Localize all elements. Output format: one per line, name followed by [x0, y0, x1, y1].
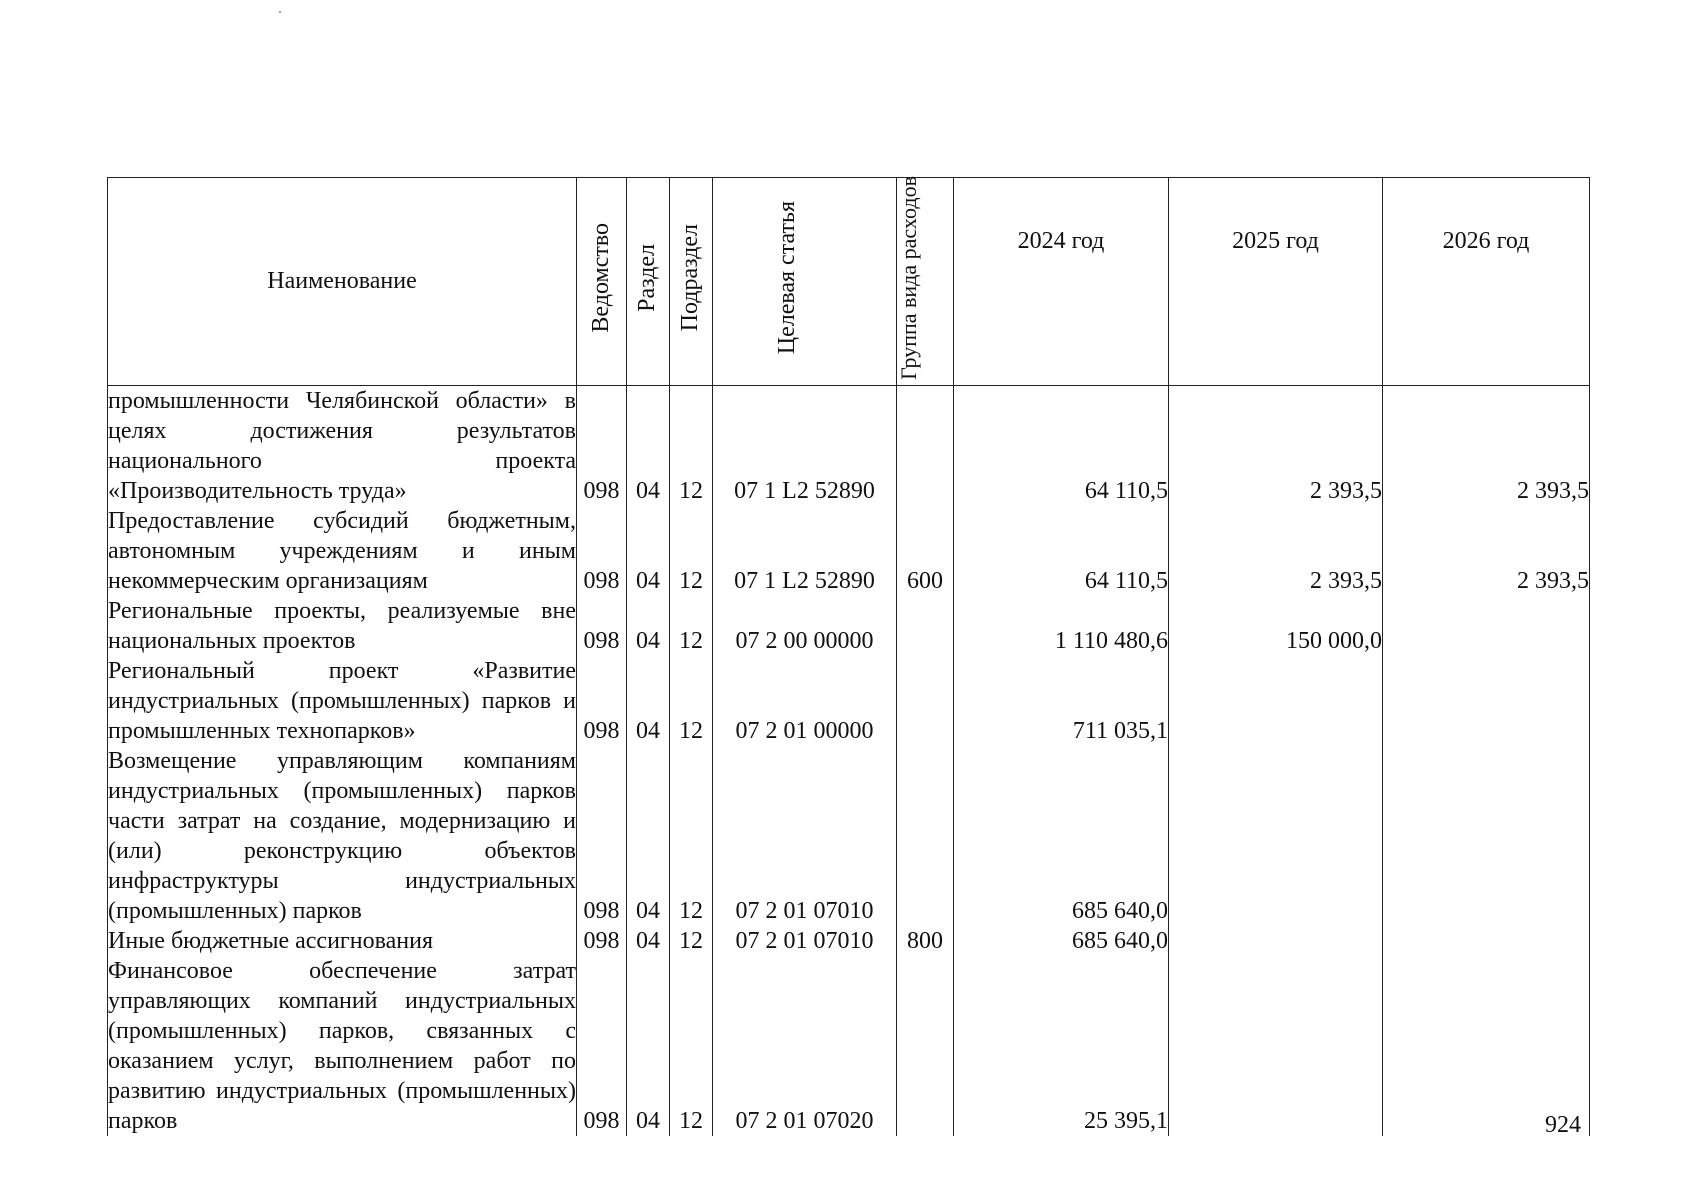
row-amount-2026	[1383, 926, 1590, 956]
row-section: 04	[627, 956, 670, 1136]
row-target-article: 07 2 01 07020	[713, 956, 897, 1136]
row-amount-2026	[1383, 956, 1590, 1136]
row-amount-2025	[1169, 926, 1383, 956]
row-target-article: 07 1 L2 52890	[713, 386, 897, 507]
row-section: 04	[627, 926, 670, 956]
row-target-article: 07 2 00 00000	[713, 596, 897, 656]
header-section: Раздел	[627, 178, 670, 386]
row-amount-2026	[1383, 656, 1590, 746]
row-name: Региональные проекты, реализуемые вне национальных проектов	[108, 598, 576, 654]
header-2024: 2024 год	[954, 178, 1169, 386]
table-header-row	[108, 178, 1590, 386]
table-row	[108, 596, 1590, 656]
scan-speck	[279, 11, 281, 13]
row-name: Предоставление субсидий бюджетным, автономным учреждениям и иным некоммерческим организациям	[108, 508, 576, 594]
table-row	[108, 956, 1590, 1136]
row-subsection: 12	[670, 386, 713, 507]
table-row	[108, 386, 1590, 507]
row-target-article: 07 2 01 07010	[713, 746, 897, 926]
row-amount-2025	[1169, 746, 1383, 926]
budget-table	[107, 177, 1590, 1136]
page-number: 924	[1545, 1112, 1581, 1138]
row-department: 098	[577, 746, 627, 926]
row-section: 04	[627, 596, 670, 656]
row-name: Возмещение управляющим компаниям индустриальных (промышленных) парков части затрат на создание, модернизацию и (или) реконструкцию объектов инфраструктуры индустриальных (промышленных) парков	[108, 748, 576, 924]
row-amount-2026	[1383, 596, 1590, 656]
row-amount-2024: 685 640,0	[954, 926, 1169, 956]
row-name: Региональный проект «Развитие индустриальных (промышленных) парков и промышленных технопарков»	[108, 658, 576, 744]
table-row	[108, 746, 1590, 926]
row-expense-group	[897, 956, 954, 1136]
table-row	[108, 506, 1590, 596]
row-amount-2026: 2 393,5	[1383, 386, 1590, 507]
row-department: 098	[577, 656, 627, 746]
row-section: 04	[627, 746, 670, 926]
row-expense-group	[897, 746, 954, 926]
row-target-article: 07 1 L2 52890	[713, 506, 897, 596]
row-department: 098	[577, 596, 627, 656]
row-expense-group: 800	[897, 926, 954, 956]
row-subsection: 12	[670, 956, 713, 1136]
row-subsection: 12	[670, 926, 713, 956]
row-amount-2025	[1169, 956, 1383, 1136]
header-2025: 2025 год	[1169, 178, 1383, 386]
row-amount-2024: 64 110,5	[954, 386, 1169, 507]
row-amount-2025	[1169, 656, 1383, 746]
row-department: 098	[577, 956, 627, 1136]
row-amount-2024: 685 640,0	[954, 746, 1169, 926]
row-name: Финансовое обеспечение затрат управляющих компаний индустриальных (промышленных) парков, связанных с оказанием услуг, выполнением работ по развитию индустриальных (промышленных) парков	[108, 958, 576, 1134]
row-section: 04	[627, 386, 670, 507]
row-amount-2026	[1383, 746, 1590, 926]
row-target-article: 07 2 01 07010	[713, 926, 897, 956]
row-amount-2025: 2 393,5	[1169, 386, 1383, 507]
row-amount-2024: 1 110 480,6	[954, 596, 1169, 656]
row-section: 04	[627, 506, 670, 596]
row-expense-group	[897, 386, 954, 507]
row-expense-group	[897, 656, 954, 746]
row-amount-2024: 25 395,1	[954, 956, 1169, 1136]
row-department: 098	[577, 386, 627, 507]
row-department: 098	[577, 506, 627, 596]
header-subsection: Подраздел	[670, 178, 713, 386]
header-name: Наименование	[108, 178, 577, 386]
row-name: промышленности Челябинской области» в целях достижения результатов национального проекта «Производительность труда»	[108, 386, 577, 507]
row-amount-2024: 711 035,1	[954, 656, 1169, 746]
row-subsection: 12	[670, 656, 713, 746]
header-expense-group: Группа вида расходов	[897, 178, 954, 386]
row-subsection: 12	[670, 596, 713, 656]
row-target-article: 07 2 01 00000	[713, 656, 897, 746]
table-row	[108, 656, 1590, 746]
row-amount-2025: 2 393,5	[1169, 506, 1383, 596]
row-amount-2025: 150 000,0	[1169, 596, 1383, 656]
row-department: 098	[577, 926, 627, 956]
row-subsection: 12	[670, 746, 713, 926]
header-target-article: Целевая статья	[713, 178, 897, 386]
header-2026: 2026 год	[1383, 178, 1590, 386]
row-amount-2026: 2 393,5	[1383, 506, 1590, 596]
row-section: 04	[627, 656, 670, 746]
header-department: Ведомство	[577, 178, 627, 386]
row-amount-2024: 64 110,5	[954, 506, 1169, 596]
row-subsection: 12	[670, 506, 713, 596]
row-expense-group	[897, 596, 954, 656]
row-expense-group: 600	[897, 506, 954, 596]
table-row	[108, 926, 1590, 956]
row-name: Иные бюджетные ассигнования	[108, 926, 577, 956]
